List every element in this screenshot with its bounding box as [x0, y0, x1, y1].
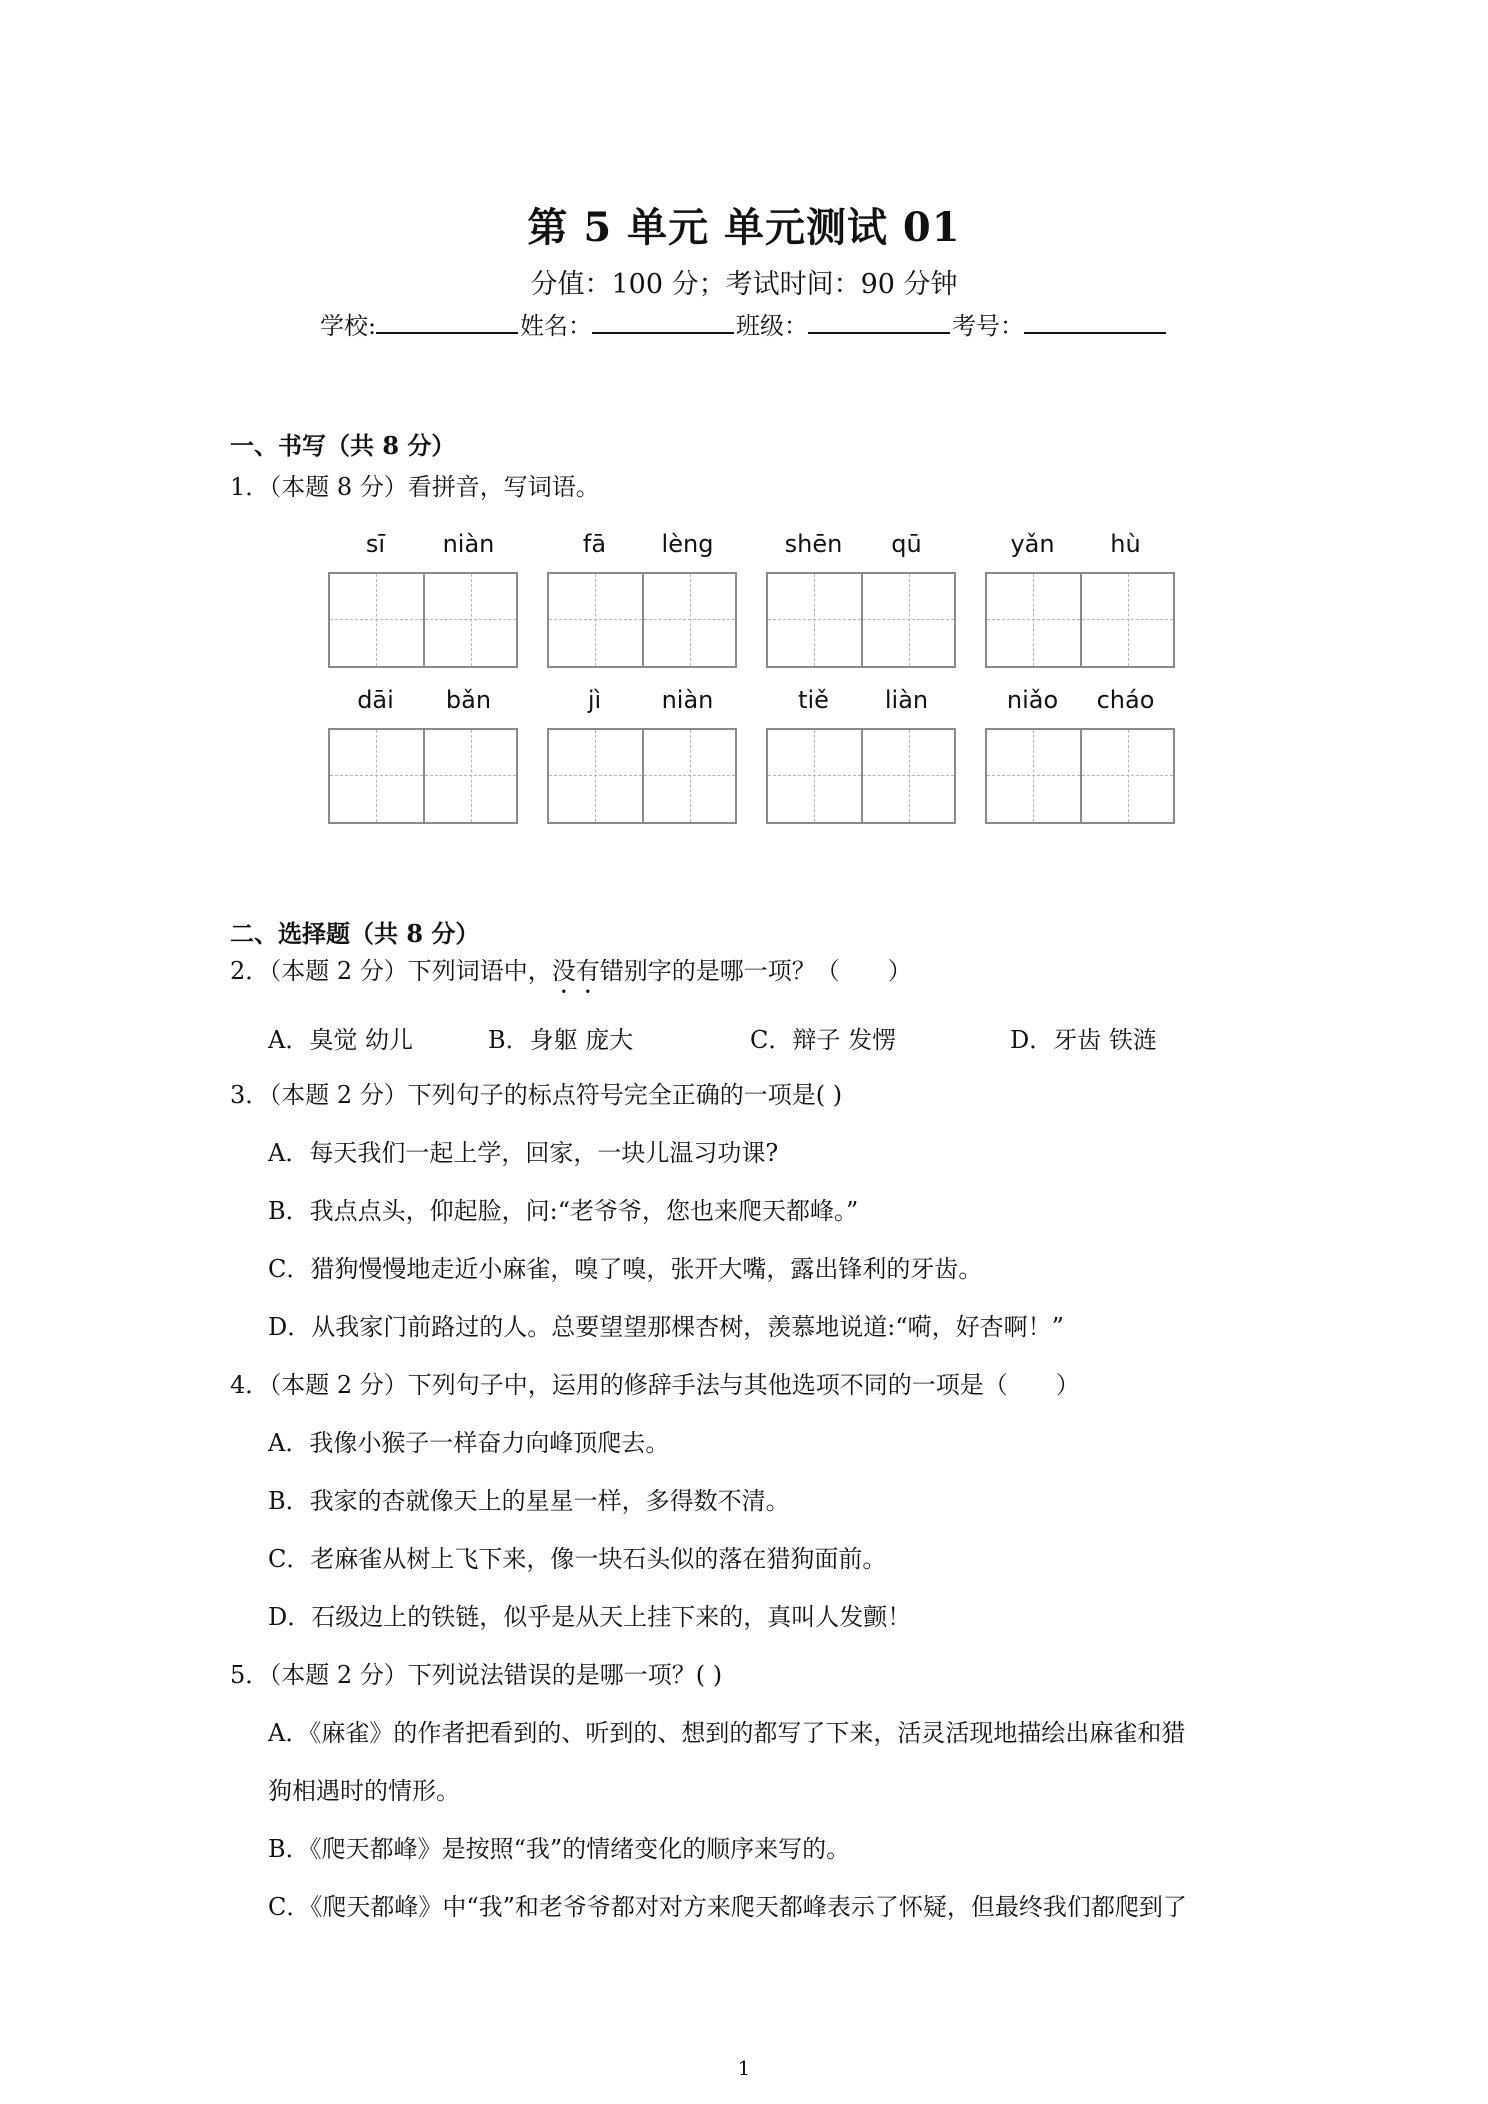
pinyin-syllable: sī: [365, 530, 386, 558]
pinyin-syllable: yǎn: [1010, 530, 1055, 558]
pinyin-syllable: hù: [1110, 530, 1141, 558]
question-3-stem: 3．（本题 2 分）下列句子的标点符号完全正确的一项是( ): [230, 1081, 843, 1109]
class-label: 班级：: [736, 312, 809, 340]
writing-boxes[interactable]: [985, 572, 1175, 668]
writing-boxes[interactable]: [766, 728, 956, 824]
writing-boxes[interactable]: [328, 728, 518, 824]
pinyin-syllable: fā: [582, 530, 607, 558]
emphasized-word: 没有: [551, 957, 600, 985]
option-c[interactable]: C．老麻雀从树上飞下来，像一块石头似的落在猎狗面前。: [268, 1545, 887, 1573]
option-d[interactable]: D．石级边上的铁链，似乎是从天上挂下来的，真叫人发颤！: [268, 1603, 912, 1631]
option-d[interactable]: D．从我家门前路过的人。总要望望那棵杏树，羡慕地说道:“嗬，好杏啊！”: [268, 1313, 1064, 1341]
writing-boxes[interactable]: [766, 572, 956, 668]
name-label: 姓名：: [520, 312, 593, 340]
pinyin-syllable: niǎo: [1006, 686, 1059, 714]
option-b[interactable]: B．我点点头，仰起脸，问:“老爷爷，您也来爬天都峰。”: [268, 1197, 859, 1225]
option-b[interactable]: B．身躯 庞大: [488, 1026, 634, 1054]
section-heading-writing: 一、书写（共 8 分）: [230, 431, 456, 460]
pinyin-syllable: cháo: [1096, 686, 1155, 714]
option-a[interactable]: A．每天我们一起上学，回家，一块儿温习功课?: [268, 1139, 779, 1167]
page-number: 1: [737, 2056, 751, 2080]
option-c[interactable]: C．猎狗慢慢地走近小麻雀，嗅了嗅，张开大嘴，露出锋利的牙齿。: [268, 1255, 983, 1283]
pinyin-syllable: niàn: [442, 530, 495, 558]
school-blank: [376, 310, 518, 334]
pinyin-syllable: dāi: [357, 686, 394, 714]
name-blank: [592, 310, 734, 334]
student-info-line: [0, 306, 1488, 341]
class-blank: [808, 310, 950, 334]
pinyin-syllable: qū: [891, 530, 922, 558]
writing-boxes[interactable]: [547, 728, 737, 824]
writing-boxes[interactable]: [985, 728, 1175, 824]
pinyin-syllable: lèng: [661, 530, 714, 558]
option-a[interactable]: A．《麻雀》的作者把看到的、听到的、想到的都写了下来，活灵活现地描绘出麻雀和猎: [268, 1719, 1186, 1747]
page-title: 第 5 单元 单元测试 01: [527, 204, 961, 251]
option-c[interactable]: C．辩子 发愣: [750, 1026, 896, 1054]
pinyin-syllable: bǎn: [445, 686, 492, 714]
pinyin-syllable: tiě: [798, 686, 829, 714]
pinyin-syllable: niàn: [661, 686, 714, 714]
option-a[interactable]: A．我像小猴子一样奋力向峰顶爬去。: [268, 1429, 670, 1457]
option-c[interactable]: C．《爬天都峰》中“我”和老爷爷都对对方来爬天都峰表示了怀疑，但最终我们都爬到了: [268, 1893, 1187, 1921]
writing-boxes[interactable]: [328, 572, 518, 668]
option-b[interactable]: B．《爬天都峰》是按照“我”的情绪变化的顺序来写的。: [268, 1835, 851, 1863]
section-heading-choice: 二、选择题（共 8 分）: [230, 919, 480, 948]
writing-boxes[interactable]: [547, 572, 737, 668]
question-2-stem: 2．（本题 2 分）下列词语中，没有错别字的是哪一项？（ ）: [230, 957, 912, 985]
question-5-stem: 5．（本题 2 分）下列说法错误的是哪一项？( ): [230, 1661, 723, 1689]
option-b[interactable]: B．我家的杏就像天上的星星一样，多得数不清。: [268, 1487, 790, 1515]
exam-number-blank: [1024, 310, 1166, 334]
pinyin-syllable: shēn: [784, 530, 843, 558]
exam-number-label: 考号：: [952, 312, 1025, 340]
pinyin-syllable: liàn: [884, 686, 929, 714]
school-label: 学校:: [319, 312, 377, 340]
question-1-stem: 1．（本题 8 分）看拼音，写词语。: [230, 473, 600, 501]
option-d[interactable]: D．牙齿 铁涟: [1010, 1026, 1157, 1054]
pinyin-syllable: jì: [587, 686, 602, 714]
option-a-continued: 狗相遇时的情形。: [268, 1777, 460, 1805]
question-4-stem: 4．（本题 2 分）下列句子中，运用的修辞手法与其他选项不同的一项是（ ）: [230, 1371, 1080, 1399]
exam-subtitle: 分值：100 分；考试时间：90 分钟: [530, 269, 958, 300]
option-a[interactable]: A．臭觉 幼儿: [268, 1026, 413, 1054]
